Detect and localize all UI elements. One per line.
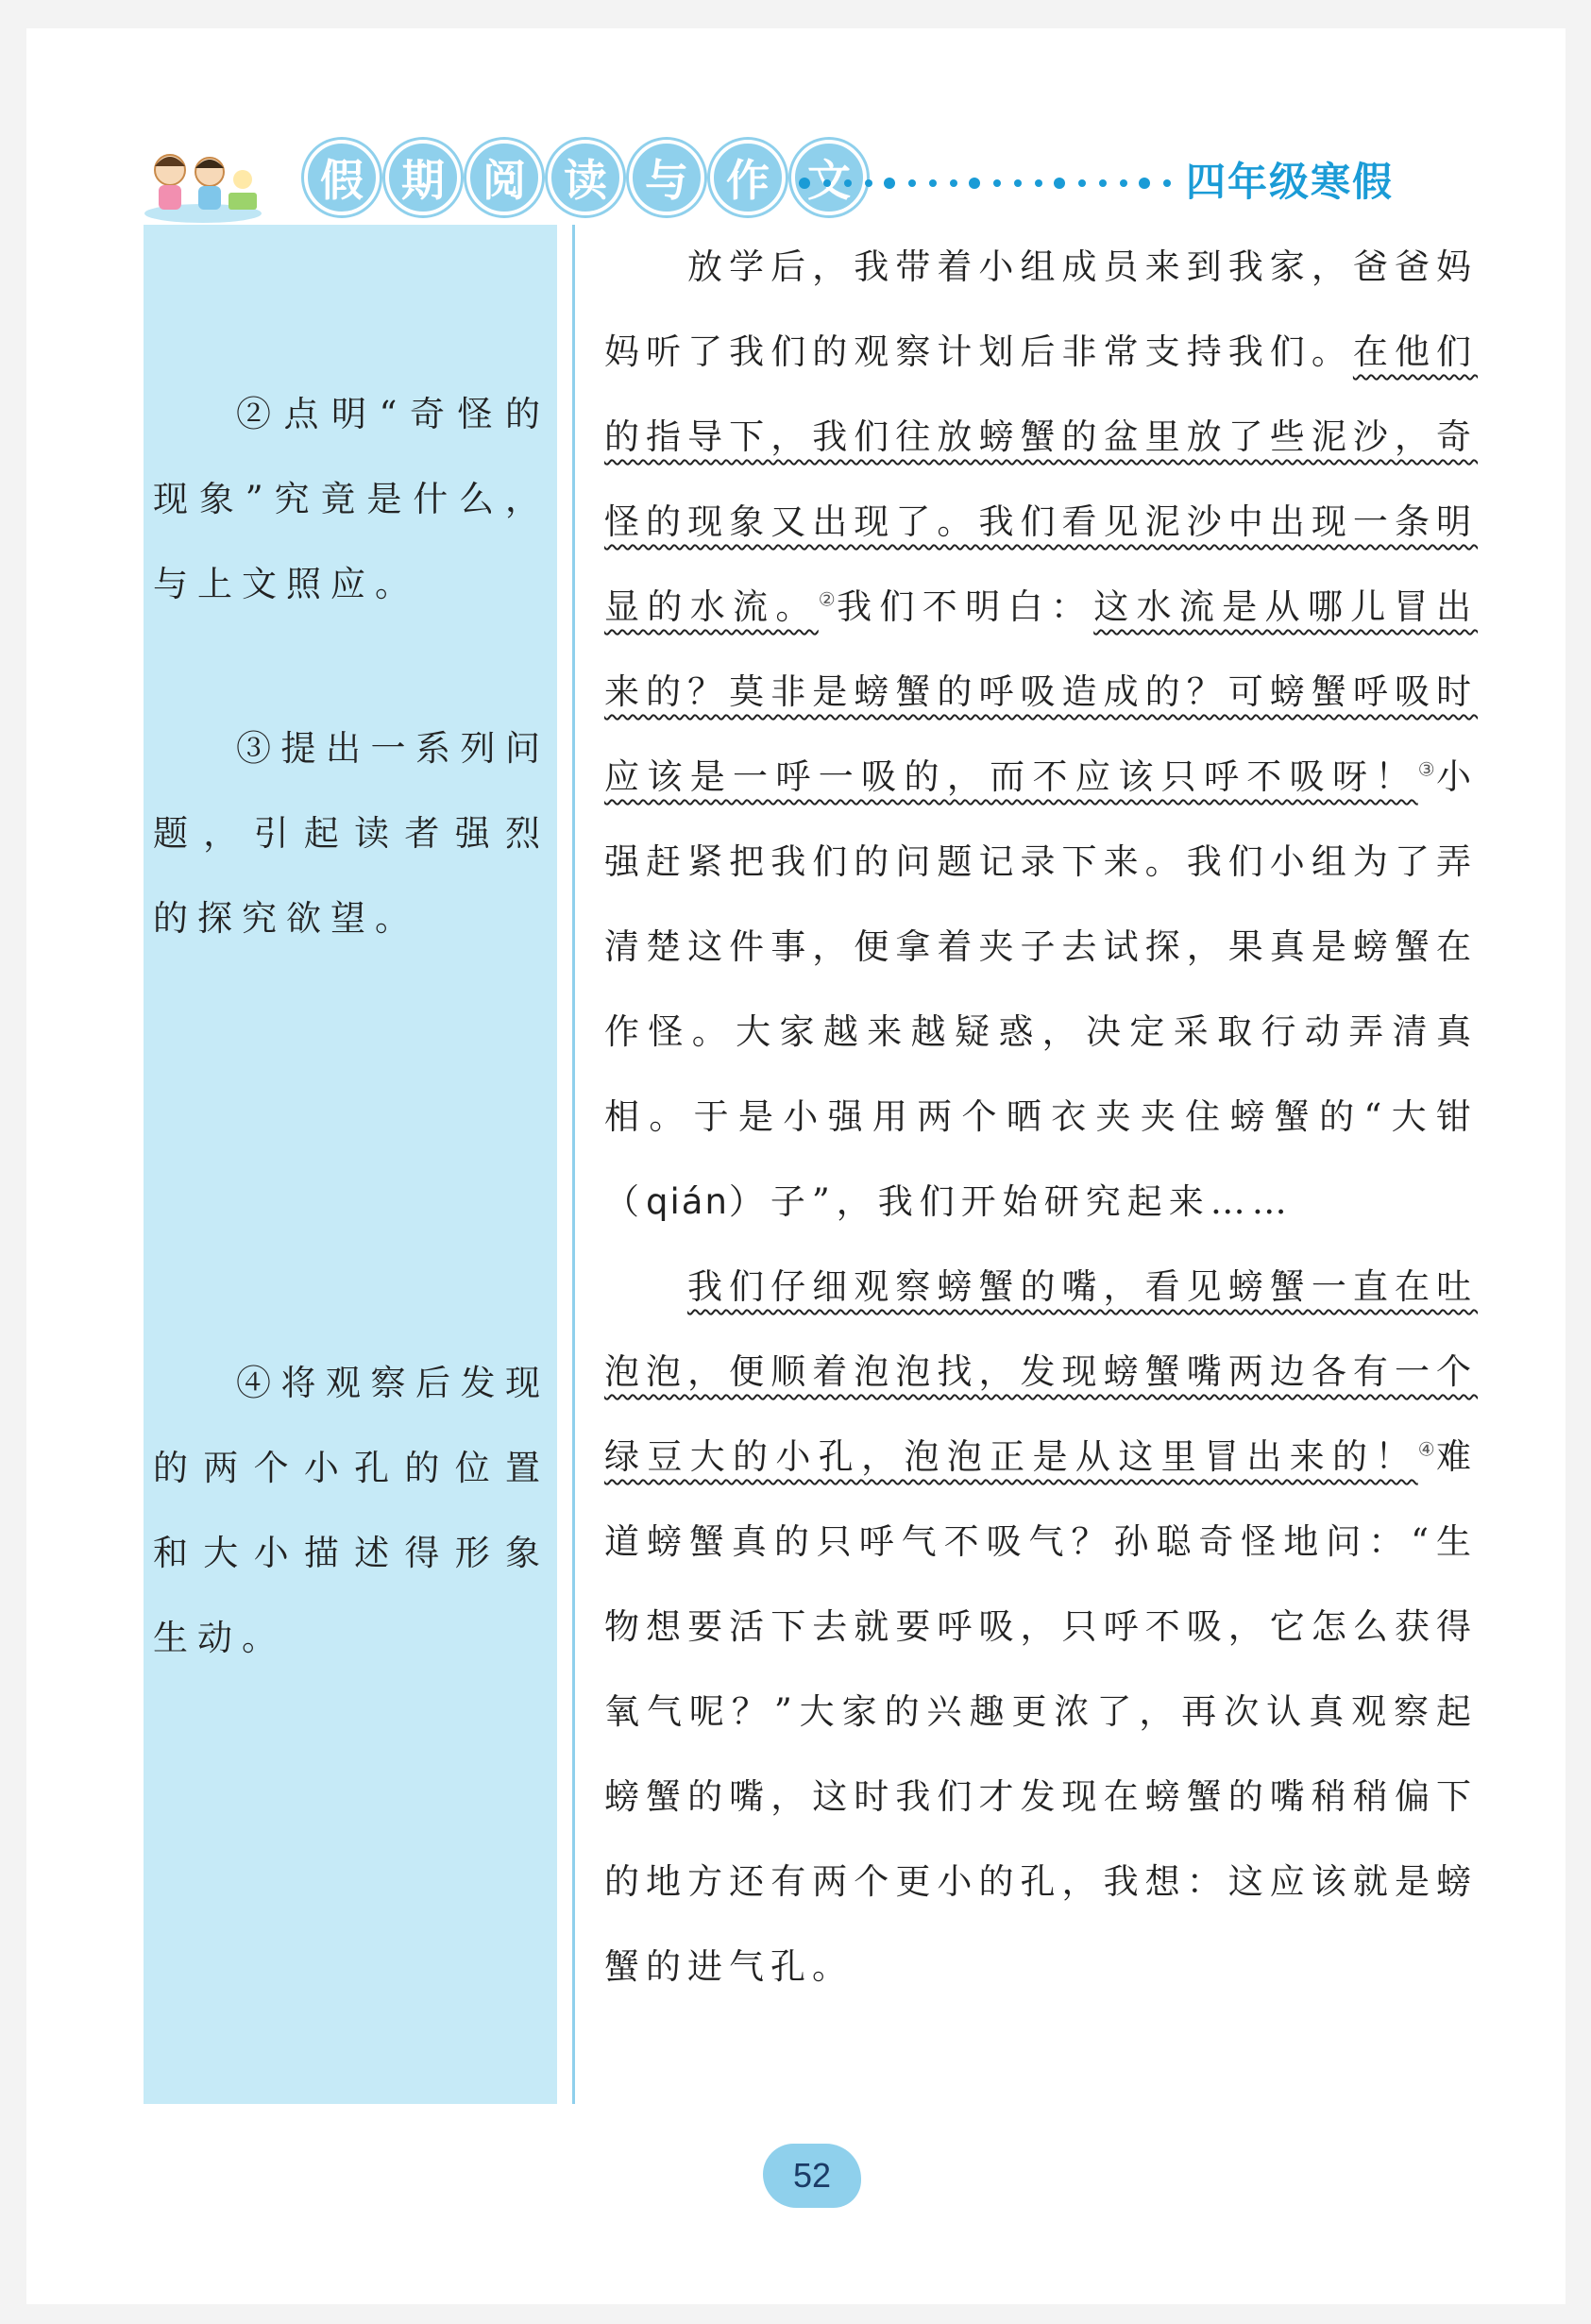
annotation-marker: ② — [818, 587, 838, 611]
column-divider — [572, 225, 575, 2104]
title-char: 作 — [710, 140, 786, 215]
title-char: 期 — [385, 140, 461, 215]
text-span: 小强赶紧把我们的问题记录下来。我们小组为了弄清楚这件事，便拿着夹子去试探，果真是螃蟹在作怪。大家越来越疑惑，决定采取行动弄清真相。于是小强用两个晒衣夹夹住螃蟹的“大钳（ — [604, 756, 1479, 1222]
title-char: 阅 — [466, 140, 542, 215]
annotation-marker: ④ — [1417, 1437, 1437, 1461]
annotation-note — [153, 706, 550, 961]
main-text — [604, 225, 1478, 2010]
wavy-underlined-text: 在他们的指导下，我们往放螃蟹的盆里放了些泥沙，奇怪的现象又出现了。我们看见泥沙中出现一条明显的水流。 — [604, 331, 1479, 627]
annotation-text: ③提出一系列问题，引起读者强烈的探究欲望。 — [153, 728, 550, 939]
text-span: 放学后，我带着小组成员来到我家，爸爸妈妈听了我们的观察计划后非常支持我们。 — [604, 246, 1478, 372]
paragraph — [604, 1245, 1478, 2010]
kids-illustration — [142, 132, 264, 227]
title-char: 与 — [629, 140, 704, 215]
book-title — [304, 140, 867, 215]
annotation-text: ④将观察后发现的两个小孔的位置和大小描述得形象生动。 — [153, 1363, 550, 1658]
annotation-column — [144, 225, 557, 2104]
wavy-underlined-text: 我们仔细观察螃蟹的嘴，看见螃蟹一直在吐泡泡，便顺着泡泡找，发现螃蟹嘴两边各有一个绿豆大的小孔，泡泡正是从这里冒出来的！ — [604, 1266, 1478, 1477]
annotation-note — [153, 372, 550, 627]
annotation-text: ②点明“奇怪的现象”究竟是什么，与上文照应。 — [153, 394, 550, 604]
grade-label: 四年级寒假 — [1186, 159, 1395, 205]
annotation-marker: ③ — [1417, 757, 1437, 781]
text-span: 难道螃蟹真的只呼气不吸气？孙聪奇怪地问：“生物想要活下去就要呼吸，只呼不吸，它怎么获得氧气呢？”大家的兴趣更浓了，再次认真观察起螃蟹的嘴，这时我们才发现在螃蟹的嘴稍稍偏下的地方还有两个更小的孔，我想：这应该就是螃蟹的进气孔。 — [604, 1436, 1479, 1987]
page-number: 52 — [763, 2144, 861, 2208]
text-span: ）子”，我们开始研究起来…… — [728, 1181, 1294, 1222]
wavy-underlined-text: 这水流是从哪儿冒出来的？莫非是螃蟹的呼吸造成的？可螃蟹呼吸时应该是一呼一吸的，而不应该只呼不吸呀！ — [604, 586, 1479, 797]
pinyin-annotation: qián — [646, 1181, 729, 1222]
text-span: 我们不明白： — [837, 586, 1094, 627]
title-char: 假 — [304, 140, 380, 215]
paragraph — [604, 225, 1478, 1245]
title-char: 读 — [548, 140, 623, 215]
annotation-note — [153, 1341, 550, 1681]
header-dot-line — [799, 176, 1176, 191]
